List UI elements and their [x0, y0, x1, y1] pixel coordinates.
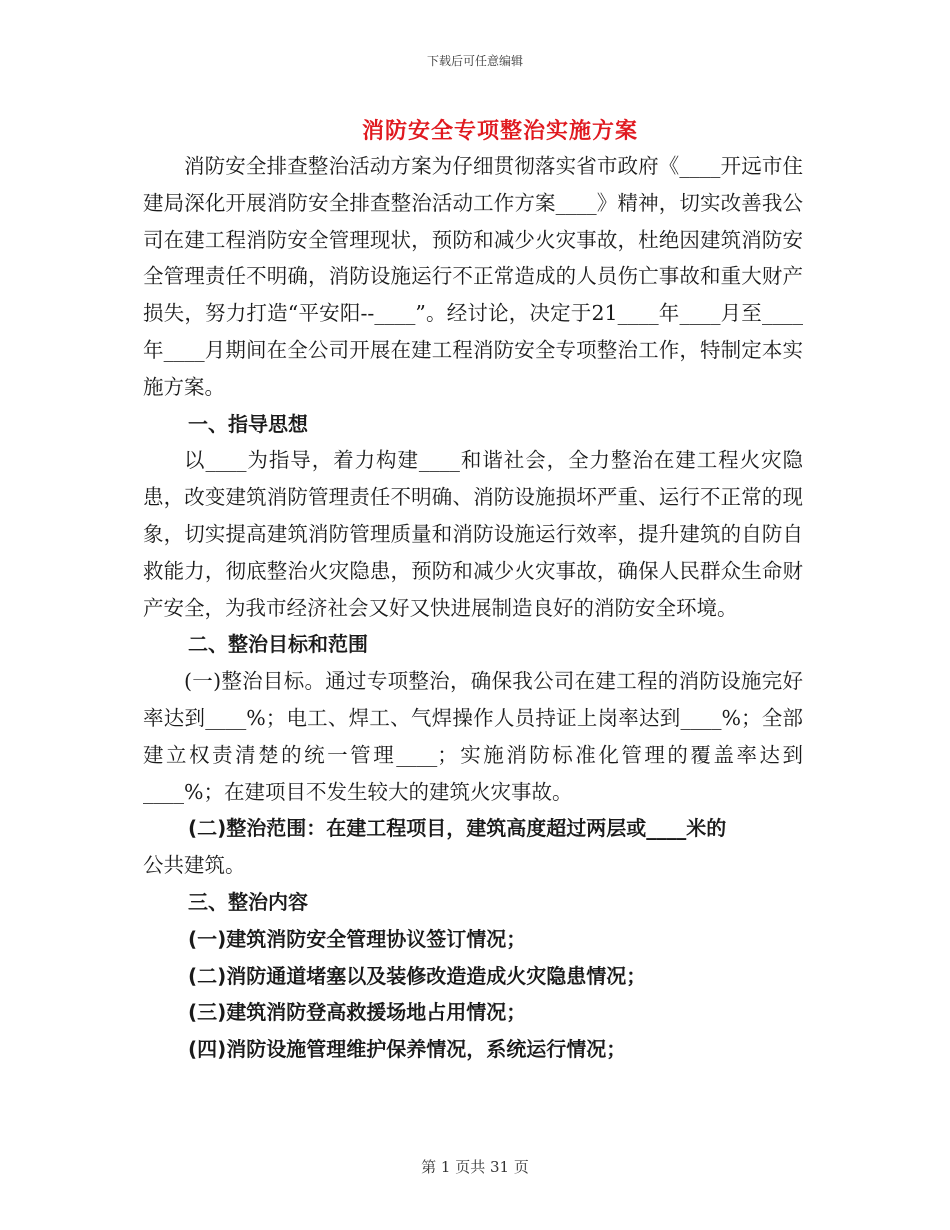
page-header-note: 下载后可任意编辑	[426, 54, 523, 68]
section-1-paragraph: 以____为指导，着力构建____和谐社会，全力整治在建工程火灾隐患，改变建筑消防管理责任不明确、消防设施损坏严重、运行不正常的现象，切实提高建筑消防管理质量和消防设施运行效率，提升建筑的自防自救能力，彻底整治火灾隐患，预防和减少火灾事故，确保人民群众生命财产安全，为我市经济社会又好又快进展制造良好的消防安全环境。	[143, 448, 803, 620]
page-number: 第 1 页共 31 页	[421, 1158, 529, 1176]
intro-paragraph: 消防安全排查整治活动方案为仔细贯彻落实省市政府《____开远市住建局深化开展消防安全排查整治活动工作方案____》精神，切实改善我公司在建工程消防安全管理现状，预防和减少火灾事故，杜绝因建筑消防安全管理责任不明确，消防设施运行不正常造成的人员伤亡事故和重大财产损失，努力打造“平安阳--____”。经讨论，决定于21____年____月至____年____月期间在全公司开展在建工程消防安全专项整治工作，特制定本实施方案。	[143, 154, 803, 399]
section-2-scope-continuation: 公共建筑。	[143, 853, 246, 878]
section-3-heading: 三、整治内容	[188, 889, 308, 914]
document-body	[143, 148, 803, 1068]
list-item: (一)建筑消防安全管理协议签订情况；	[188, 926, 527, 951]
document-title: 消防安全专项整治实施方案	[361, 118, 638, 144]
list-item: (三)建筑消防登高救援场地占用情况；	[188, 1000, 527, 1025]
list-item: (四)消防设施管理维护保养情况，系统运行情况；	[188, 1037, 627, 1062]
section-2-paragraph: (一)整治目标。通过专项整治，确保我公司在建工程的消防设施完好率达到____%；电工、焊工、气焊操作人员持证上岗率达到____%；全部建立权责清楚的统一管理____；实施消防标准化管理的覆盖率达到____%；在建项目不发生较大的建筑火灾事故。	[143, 669, 803, 804]
list-item: (二)消防通道堵塞以及装修改造造成火灾隐患情况；	[188, 963, 647, 988]
section-1-heading: 一、指导思想	[188, 411, 308, 436]
section-2-heading: 二、整治目标和范围	[188, 632, 368, 657]
section-2-scope-line: (二)整治范围：在建工程项目，建筑高度超过两层或____米的	[188, 816, 727, 841]
